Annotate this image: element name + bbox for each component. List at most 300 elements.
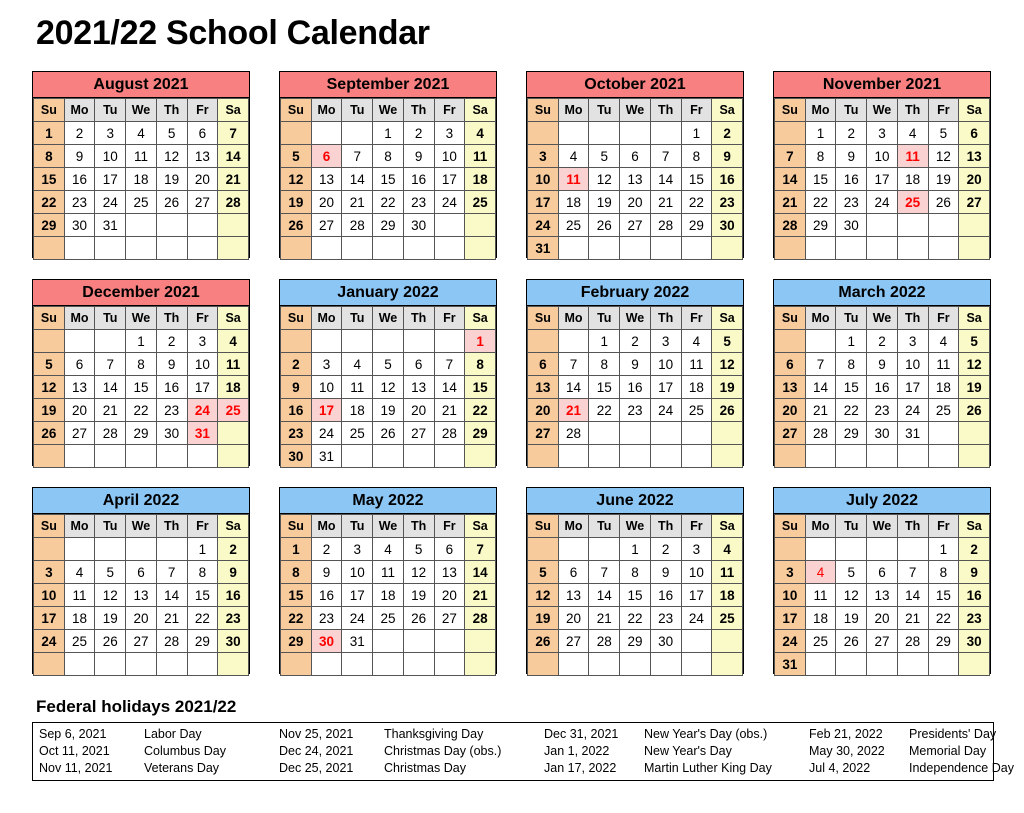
day-cell[interactable]: 25: [712, 607, 743, 630]
day-cell[interactable]: 18: [712, 584, 743, 607]
day-cell[interactable]: 6: [620, 145, 651, 168]
day-cell[interactable]: 31: [528, 237, 559, 260]
day-cell[interactable]: 16: [218, 584, 249, 607]
day-cell[interactable]: 12: [403, 561, 434, 584]
day-cell[interactable]: 17: [867, 168, 898, 191]
day-cell[interactable]: 20: [403, 399, 434, 422]
day-cell[interactable]: 21: [342, 191, 373, 214]
day-cell[interactable]: 7: [95, 353, 126, 376]
day-cell[interactable]: 18: [681, 376, 712, 399]
day-cell[interactable]: 24: [434, 191, 465, 214]
day-cell[interactable]: 23: [311, 607, 342, 630]
day-cell[interactable]: 16: [64, 168, 95, 191]
day-cell[interactable]: 11: [928, 353, 959, 376]
day-cell[interactable]: 27: [867, 630, 898, 653]
day-cell[interactable]: 16: [959, 584, 990, 607]
day-cell[interactable]: 12: [373, 376, 404, 399]
day-cell[interactable]: 26: [34, 422, 65, 445]
day-cell[interactable]: 28: [218, 191, 249, 214]
day-cell[interactable]: 20: [434, 584, 465, 607]
day-cell-holiday[interactable]: 24: [187, 399, 218, 422]
day-cell[interactable]: 27: [187, 191, 218, 214]
day-cell[interactable]: 11: [681, 353, 712, 376]
day-cell[interactable]: 7: [434, 353, 465, 376]
day-cell[interactable]: 19: [712, 376, 743, 399]
day-cell-holiday[interactable]: 17: [311, 399, 342, 422]
day-cell[interactable]: 30: [650, 630, 681, 653]
day-cell[interactable]: 18: [373, 584, 404, 607]
day-cell[interactable]: 17: [775, 607, 806, 630]
day-cell[interactable]: 20: [64, 399, 95, 422]
day-cell[interactable]: 29: [681, 214, 712, 237]
day-cell[interactable]: 3: [650, 330, 681, 353]
day-cell[interactable]: 13: [403, 376, 434, 399]
day-cell[interactable]: 2: [218, 538, 249, 561]
day-cell[interactable]: 29: [187, 630, 218, 653]
day-cell[interactable]: 31: [897, 422, 928, 445]
day-cell[interactable]: 5: [281, 145, 312, 168]
day-cell[interactable]: 28: [156, 630, 187, 653]
day-cell[interactable]: 23: [403, 191, 434, 214]
day-cell[interactable]: 22: [589, 399, 620, 422]
day-cell[interactable]: 25: [928, 399, 959, 422]
day-cell[interactable]: 2: [311, 538, 342, 561]
day-cell[interactable]: 31: [95, 214, 126, 237]
day-cell[interactable]: 16: [836, 168, 867, 191]
day-cell[interactable]: 5: [403, 538, 434, 561]
day-cell[interactable]: 29: [373, 214, 404, 237]
day-cell[interactable]: 11: [64, 584, 95, 607]
day-cell[interactable]: 27: [959, 191, 990, 214]
day-cell[interactable]: 12: [712, 353, 743, 376]
day-cell[interactable]: 26: [403, 607, 434, 630]
day-cell[interactable]: 14: [775, 168, 806, 191]
day-cell[interactable]: 25: [805, 630, 836, 653]
day-cell[interactable]: 12: [528, 584, 559, 607]
day-cell[interactable]: 14: [342, 168, 373, 191]
day-cell[interactable]: 7: [805, 353, 836, 376]
day-cell[interactable]: 11: [805, 584, 836, 607]
day-cell[interactable]: 14: [465, 561, 496, 584]
day-cell[interactable]: 20: [558, 607, 589, 630]
day-cell[interactable]: 3: [775, 561, 806, 584]
day-cell[interactable]: 21: [218, 168, 249, 191]
day-cell[interactable]: 15: [373, 168, 404, 191]
day-cell[interactable]: 25: [558, 214, 589, 237]
day-cell[interactable]: 6: [126, 561, 157, 584]
day-cell[interactable]: 8: [373, 145, 404, 168]
day-cell[interactable]: 1: [681, 122, 712, 145]
day-cell[interactable]: 26: [281, 214, 312, 237]
day-cell[interactable]: 15: [281, 584, 312, 607]
day-cell[interactable]: 9: [311, 561, 342, 584]
day-cell[interactable]: 7: [589, 561, 620, 584]
day-cell[interactable]: 24: [342, 607, 373, 630]
day-cell[interactable]: 17: [34, 607, 65, 630]
day-cell[interactable]: 18: [342, 399, 373, 422]
day-cell[interactable]: 12: [928, 145, 959, 168]
day-cell[interactable]: 3: [187, 330, 218, 353]
day-cell[interactable]: 23: [650, 607, 681, 630]
day-cell[interactable]: 9: [959, 561, 990, 584]
day-cell-holiday[interactable]: 1: [465, 330, 496, 353]
day-cell[interactable]: 17: [528, 191, 559, 214]
day-cell[interactable]: 1: [373, 122, 404, 145]
day-cell[interactable]: 29: [805, 214, 836, 237]
day-cell[interactable]: 27: [311, 214, 342, 237]
day-cell[interactable]: 17: [187, 376, 218, 399]
day-cell[interactable]: 23: [156, 399, 187, 422]
day-cell[interactable]: 21: [650, 191, 681, 214]
day-cell[interactable]: 28: [558, 422, 589, 445]
day-cell[interactable]: 13: [867, 584, 898, 607]
day-cell[interactable]: 16: [867, 376, 898, 399]
day-cell[interactable]: 10: [528, 168, 559, 191]
day-cell[interactable]: 14: [897, 584, 928, 607]
day-cell[interactable]: 11: [465, 145, 496, 168]
day-cell[interactable]: 29: [620, 630, 651, 653]
day-cell[interactable]: 23: [64, 191, 95, 214]
day-cell[interactable]: 19: [528, 607, 559, 630]
day-cell[interactable]: 18: [64, 607, 95, 630]
day-cell[interactable]: 2: [281, 353, 312, 376]
day-cell[interactable]: 13: [959, 145, 990, 168]
day-cell[interactable]: 9: [620, 353, 651, 376]
day-cell[interactable]: 4: [897, 122, 928, 145]
day-cell[interactable]: 12: [95, 584, 126, 607]
day-cell[interactable]: 9: [836, 145, 867, 168]
day-cell[interactable]: 26: [589, 214, 620, 237]
day-cell[interactable]: 25: [373, 607, 404, 630]
day-cell[interactable]: 1: [928, 538, 959, 561]
day-cell[interactable]: 19: [928, 168, 959, 191]
day-cell[interactable]: 10: [867, 145, 898, 168]
day-cell[interactable]: 28: [342, 214, 373, 237]
day-cell[interactable]: 6: [775, 353, 806, 376]
day-cell-holiday[interactable]: 11: [897, 145, 928, 168]
day-cell[interactable]: 18: [897, 168, 928, 191]
day-cell[interactable]: 13: [775, 376, 806, 399]
day-cell[interactable]: 20: [311, 191, 342, 214]
day-cell[interactable]: 27: [558, 630, 589, 653]
day-cell[interactable]: 14: [558, 376, 589, 399]
day-cell[interactable]: 4: [928, 330, 959, 353]
day-cell[interactable]: 26: [928, 191, 959, 214]
day-cell[interactable]: 4: [373, 538, 404, 561]
day-cell[interactable]: 22: [34, 191, 65, 214]
day-cell[interactable]: 1: [34, 122, 65, 145]
day-cell[interactable]: 9: [281, 376, 312, 399]
day-cell[interactable]: 15: [126, 376, 157, 399]
day-cell[interactable]: 9: [650, 561, 681, 584]
day-cell[interactable]: 22: [681, 191, 712, 214]
day-cell[interactable]: 24: [897, 399, 928, 422]
day-cell[interactable]: 29: [928, 630, 959, 653]
day-cell[interactable]: 24: [650, 399, 681, 422]
day-cell[interactable]: 2: [867, 330, 898, 353]
day-cell[interactable]: 28: [897, 630, 928, 653]
day-cell[interactable]: 20: [620, 191, 651, 214]
day-cell[interactable]: 22: [373, 191, 404, 214]
day-cell[interactable]: 2: [712, 122, 743, 145]
day-cell[interactable]: 4: [64, 561, 95, 584]
day-cell[interactable]: 21: [589, 607, 620, 630]
day-cell[interactable]: 12: [836, 584, 867, 607]
day-cell[interactable]: 1: [805, 122, 836, 145]
day-cell[interactable]: 26: [959, 399, 990, 422]
day-cell[interactable]: 22: [281, 607, 312, 630]
day-cell[interactable]: 27: [620, 214, 651, 237]
day-cell[interactable]: 30: [959, 630, 990, 653]
day-cell[interactable]: 10: [34, 584, 65, 607]
day-cell[interactable]: 9: [64, 145, 95, 168]
day-cell[interactable]: 8: [681, 145, 712, 168]
day-cell[interactable]: 24: [775, 630, 806, 653]
day-cell[interactable]: 27: [126, 630, 157, 653]
day-cell[interactable]: 17: [342, 584, 373, 607]
day-cell[interactable]: 26: [95, 630, 126, 653]
day-cell-holiday[interactable]: 11: [558, 168, 589, 191]
day-cell[interactable]: 29: [281, 630, 312, 653]
day-cell[interactable]: 8: [620, 561, 651, 584]
day-cell[interactable]: 6: [959, 122, 990, 145]
day-cell[interactable]: 24: [95, 191, 126, 214]
day-cell[interactable]: 9: [156, 353, 187, 376]
day-cell[interactable]: 13: [311, 168, 342, 191]
day-cell[interactable]: 30: [712, 214, 743, 237]
day-cell[interactable]: 24: [867, 191, 898, 214]
day-cell[interactable]: 2: [403, 122, 434, 145]
day-cell[interactable]: 17: [897, 376, 928, 399]
day-cell[interactable]: 26: [712, 399, 743, 422]
day-cell[interactable]: 10: [434, 145, 465, 168]
day-cell[interactable]: 5: [34, 353, 65, 376]
day-cell[interactable]: 16: [311, 584, 342, 607]
day-cell[interactable]: 12: [34, 376, 65, 399]
day-cell[interactable]: 2: [156, 330, 187, 353]
day-cell-holiday[interactable]: 4: [805, 561, 836, 584]
day-cell[interactable]: 28: [95, 422, 126, 445]
day-cell[interactable]: 15: [681, 168, 712, 191]
day-cell[interactable]: 28: [650, 214, 681, 237]
day-cell[interactable]: 10: [311, 376, 342, 399]
day-cell[interactable]: 21: [434, 399, 465, 422]
day-cell[interactable]: 25: [126, 191, 157, 214]
day-cell[interactable]: 24: [528, 214, 559, 237]
day-cell[interactable]: 23: [867, 399, 898, 422]
day-cell[interactable]: 20: [959, 168, 990, 191]
day-cell[interactable]: 14: [95, 376, 126, 399]
day-cell[interactable]: 24: [311, 422, 342, 445]
day-cell[interactable]: 28: [805, 422, 836, 445]
day-cell[interactable]: 19: [373, 399, 404, 422]
day-cell[interactable]: 14: [589, 584, 620, 607]
day-cell[interactable]: 21: [805, 399, 836, 422]
day-cell[interactable]: 29: [126, 422, 157, 445]
day-cell[interactable]: 13: [64, 376, 95, 399]
day-cell[interactable]: 4: [126, 122, 157, 145]
day-cell[interactable]: 10: [95, 145, 126, 168]
day-cell[interactable]: 7: [897, 561, 928, 584]
day-cell[interactable]: 29: [836, 422, 867, 445]
day-cell[interactable]: 30: [403, 214, 434, 237]
day-cell[interactable]: 7: [775, 145, 806, 168]
day-cell[interactable]: 18: [558, 191, 589, 214]
day-cell[interactable]: 5: [156, 122, 187, 145]
day-cell[interactable]: 3: [434, 122, 465, 145]
day-cell[interactable]: 9: [712, 145, 743, 168]
day-cell[interactable]: 8: [465, 353, 496, 376]
day-cell[interactable]: 7: [156, 561, 187, 584]
day-cell[interactable]: 4: [558, 145, 589, 168]
day-cell[interactable]: 30: [281, 445, 312, 468]
day-cell[interactable]: 14: [218, 145, 249, 168]
day-cell[interactable]: 18: [805, 607, 836, 630]
day-cell[interactable]: 9: [867, 353, 898, 376]
day-cell[interactable]: 20: [775, 399, 806, 422]
day-cell[interactable]: 12: [281, 168, 312, 191]
day-cell[interactable]: 23: [836, 191, 867, 214]
day-cell[interactable]: 9: [403, 145, 434, 168]
day-cell[interactable]: 1: [187, 538, 218, 561]
day-cell[interactable]: 6: [64, 353, 95, 376]
day-cell[interactable]: 13: [434, 561, 465, 584]
day-cell[interactable]: 4: [218, 330, 249, 353]
day-cell[interactable]: 14: [650, 168, 681, 191]
day-cell[interactable]: 5: [928, 122, 959, 145]
day-cell[interactable]: 8: [805, 145, 836, 168]
day-cell[interactable]: 24: [681, 607, 712, 630]
day-cell[interactable]: 28: [434, 422, 465, 445]
day-cell[interactable]: 20: [867, 607, 898, 630]
day-cell[interactable]: 1: [589, 330, 620, 353]
day-cell[interactable]: 17: [434, 168, 465, 191]
day-cell[interactable]: 2: [64, 122, 95, 145]
day-cell[interactable]: 27: [64, 422, 95, 445]
day-cell[interactable]: 23: [959, 607, 990, 630]
day-cell-holiday[interactable]: 25: [218, 399, 249, 422]
day-cell[interactable]: 3: [867, 122, 898, 145]
day-cell[interactable]: 18: [928, 376, 959, 399]
day-cell[interactable]: 2: [959, 538, 990, 561]
day-cell[interactable]: 8: [589, 353, 620, 376]
day-cell[interactable]: 15: [805, 168, 836, 191]
day-cell[interactable]: 30: [867, 422, 898, 445]
day-cell[interactable]: 3: [681, 538, 712, 561]
day-cell[interactable]: 24: [34, 630, 65, 653]
day-cell[interactable]: 22: [928, 607, 959, 630]
day-cell[interactable]: 19: [836, 607, 867, 630]
day-cell[interactable]: 13: [187, 145, 218, 168]
day-cell[interactable]: 16: [403, 168, 434, 191]
day-cell[interactable]: 18: [218, 376, 249, 399]
day-cell[interactable]: 10: [187, 353, 218, 376]
day-cell[interactable]: 3: [897, 330, 928, 353]
day-cell[interactable]: 6: [403, 353, 434, 376]
day-cell[interactable]: 6: [434, 538, 465, 561]
day-cell[interactable]: 8: [187, 561, 218, 584]
day-cell[interactable]: 19: [589, 191, 620, 214]
day-cell[interactable]: 31: [775, 653, 806, 676]
day-cell[interactable]: 15: [620, 584, 651, 607]
day-cell[interactable]: 5: [959, 330, 990, 353]
day-cell[interactable]: 3: [311, 353, 342, 376]
day-cell[interactable]: 30: [836, 214, 867, 237]
day-cell[interactable]: 30: [156, 422, 187, 445]
day-cell[interactable]: 23: [620, 399, 651, 422]
day-cell[interactable]: 5: [836, 561, 867, 584]
day-cell[interactable]: 11: [712, 561, 743, 584]
day-cell[interactable]: 16: [620, 376, 651, 399]
day-cell[interactable]: 7: [342, 145, 373, 168]
day-cell[interactable]: 3: [528, 145, 559, 168]
day-cell[interactable]: 5: [589, 145, 620, 168]
day-cell[interactable]: 23: [218, 607, 249, 630]
day-cell[interactable]: 23: [281, 422, 312, 445]
day-cell-holiday[interactable]: 21: [558, 399, 589, 422]
day-cell[interactable]: 8: [34, 145, 65, 168]
day-cell[interactable]: 7: [218, 122, 249, 145]
day-cell[interactable]: 26: [156, 191, 187, 214]
day-cell[interactable]: 29: [465, 422, 496, 445]
day-cell[interactable]: 10: [775, 584, 806, 607]
day-cell[interactable]: 13: [558, 584, 589, 607]
day-cell[interactable]: 26: [836, 630, 867, 653]
day-cell[interactable]: 25: [64, 630, 95, 653]
day-cell[interactable]: 21: [95, 399, 126, 422]
day-cell[interactable]: 2: [836, 122, 867, 145]
day-cell[interactable]: 5: [95, 561, 126, 584]
day-cell[interactable]: 23: [712, 191, 743, 214]
day-cell[interactable]: 20: [187, 168, 218, 191]
day-cell[interactable]: 22: [126, 399, 157, 422]
day-cell[interactable]: 22: [836, 399, 867, 422]
day-cell[interactable]: 15: [187, 584, 218, 607]
day-cell[interactable]: 10: [681, 561, 712, 584]
day-cell[interactable]: 1: [620, 538, 651, 561]
day-cell[interactable]: 8: [928, 561, 959, 584]
day-cell[interactable]: 2: [650, 538, 681, 561]
day-cell[interactable]: 27: [434, 607, 465, 630]
day-cell[interactable]: 3: [342, 538, 373, 561]
day-cell[interactable]: 6: [528, 353, 559, 376]
day-cell[interactable]: 11: [342, 376, 373, 399]
day-cell[interactable]: 15: [589, 376, 620, 399]
day-cell[interactable]: 3: [34, 561, 65, 584]
day-cell[interactable]: 8: [126, 353, 157, 376]
day-cell[interactable]: 16: [650, 584, 681, 607]
day-cell[interactable]: 22: [620, 607, 651, 630]
day-cell[interactable]: 9: [218, 561, 249, 584]
day-cell[interactable]: 1: [281, 538, 312, 561]
day-cell[interactable]: 11: [218, 353, 249, 376]
day-cell[interactable]: 5: [712, 330, 743, 353]
day-cell[interactable]: 31: [342, 630, 373, 653]
day-cell[interactable]: 31: [311, 445, 342, 468]
day-cell[interactable]: 10: [897, 353, 928, 376]
day-cell[interactable]: 26: [373, 422, 404, 445]
day-cell[interactable]: 27: [528, 422, 559, 445]
day-cell[interactable]: 6: [558, 561, 589, 584]
day-cell[interactable]: 22: [805, 191, 836, 214]
day-cell[interactable]: 28: [775, 214, 806, 237]
day-cell[interactable]: 25: [681, 399, 712, 422]
day-cell[interactable]: 4: [681, 330, 712, 353]
day-cell[interactable]: 15: [928, 584, 959, 607]
day-cell[interactable]: 28: [465, 607, 496, 630]
day-cell[interactable]: 28: [589, 630, 620, 653]
day-cell[interactable]: 1: [126, 330, 157, 353]
